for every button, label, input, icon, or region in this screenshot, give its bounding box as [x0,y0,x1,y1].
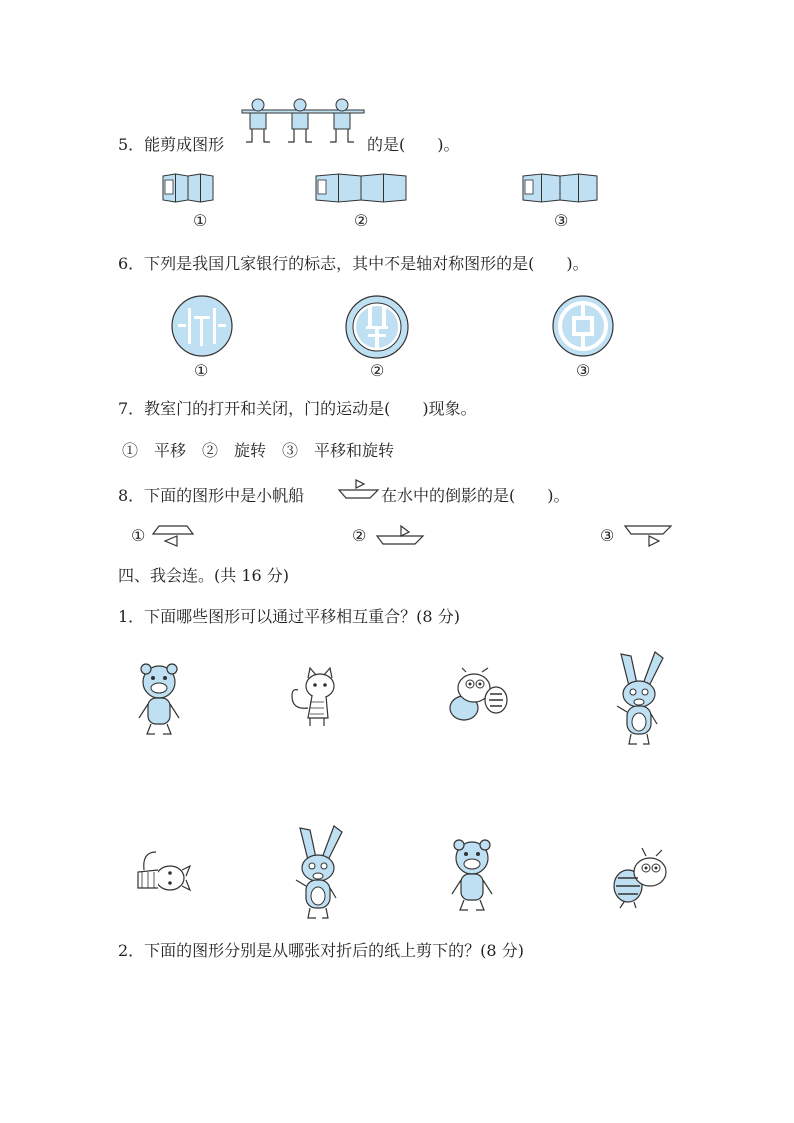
q5-label-1: ① [193,211,208,230]
cat-icon[interactable] [130,846,192,898]
bear-icon[interactable] [446,836,498,912]
q6-text: 6．下列是我国几家银行的标志，其中不是轴对称图形的是( )。 [118,254,589,273]
q6-label-2: ② [370,361,385,380]
section4-q1-text: 1．下面哪些图形可以通过平移相互重合？(8 分) [118,607,460,626]
rabbit-icon[interactable] [607,650,671,748]
paper-doll-figure [240,98,365,148]
bank-logo-1-icon[interactable] [170,294,234,358]
q5-label-2: ② [354,211,369,230]
bank-logo-3-icon[interactable] [551,294,615,358]
q8-label-3: ③ [600,526,615,545]
bank-logo-2-icon[interactable] [344,294,410,360]
q5-option-3-folded-paper[interactable] [520,170,600,206]
q5-text-before: 5．能剪成图形 [118,135,225,154]
q5-option-2-folded-paper[interactable] [313,170,409,206]
q8-text-before: 8．下面的图形中是小帆船 [118,486,305,505]
cat-icon[interactable] [284,668,340,730]
q7-text: 7．教室门的打开和关闭，门的运动是( )现象。 [118,399,477,418]
q5-option-1-folded-paper[interactable] [160,170,216,206]
bee-icon[interactable] [444,668,510,726]
sailboat-icon [338,478,380,502]
q6-label-3: ③ [576,361,591,380]
bee-icon[interactable] [606,846,672,912]
section4-title: 四、我会连。(共 16 分) [118,566,290,585]
section4-q2-text: 2．下面的图形分别是从哪张对折后的纸上剪下的？(8 分) [118,941,524,960]
q8-option-3-reflection[interactable] [623,524,673,548]
q7-options: ① 平移 ② 旋转 ③ 平移和旋转 [122,441,395,460]
q8-label-1: ① [131,526,146,545]
q8-option-2-reflection[interactable] [375,524,425,548]
q5-text-after: 的是( )。 [367,135,460,154]
q5-label-3: ③ [554,211,569,230]
q8-text-after: 在水中的倒影的是( )。 [381,486,570,505]
rabbit-icon[interactable] [286,824,350,922]
q8-label-2: ② [352,526,367,545]
q6-label-1: ① [194,361,209,380]
q8-option-1-reflection[interactable] [151,524,197,548]
bear-icon[interactable] [133,660,185,736]
